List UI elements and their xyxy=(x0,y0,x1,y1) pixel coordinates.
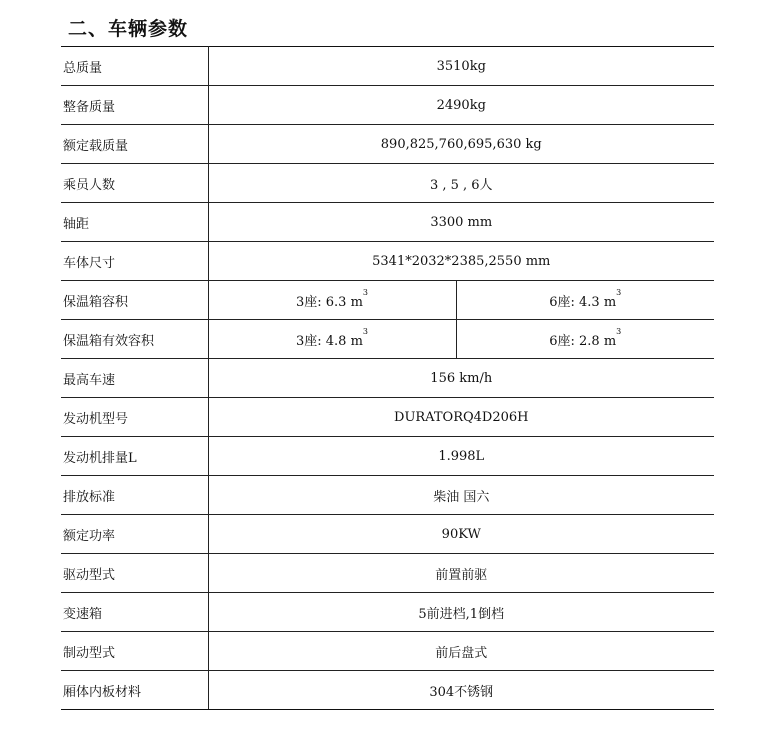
table-row xyxy=(61,593,714,632)
row-label-effective-volume: 保温箱有效容积 xyxy=(61,320,208,359)
table-row xyxy=(61,359,714,398)
row-label-rated-power: 额定功率 xyxy=(61,515,208,554)
table-row xyxy=(61,86,714,125)
row-label-displacement: 发动机排量L xyxy=(61,437,208,476)
section-title: 二、车辆参数 xyxy=(68,18,189,40)
row-value-insulated-volume-3seat: 3座: 6.3 $m^3$ xyxy=(208,281,456,320)
row-value-effective-volume-6seat: 6座: 2.8 $m^3$ xyxy=(456,320,714,359)
table-row xyxy=(61,398,714,437)
table-row xyxy=(61,203,714,242)
row-label-engine-model: 发动机型号 xyxy=(61,398,208,437)
table-row xyxy=(61,320,714,359)
table-row xyxy=(61,125,714,164)
table-row xyxy=(61,164,714,203)
row-label-insulated-volume: 保温箱容积 xyxy=(61,281,208,320)
row-value-displacement: 1.998L xyxy=(208,437,714,476)
row-label-drive-type: 驱动型式 xyxy=(61,554,208,593)
row-value-drive-type: 前置前驱 xyxy=(208,554,714,593)
row-label-emission: 排放标准 xyxy=(61,476,208,515)
table-row xyxy=(61,437,714,476)
row-value-body-size: 5341*2032*2385,2550 mm xyxy=(208,242,714,281)
table-row xyxy=(61,476,714,515)
row-value-brake-type: 前后盘式 xyxy=(208,632,714,671)
row-value-effective-volume-3seat: 3座: 4.8 $m^3$ xyxy=(208,320,456,359)
table-row xyxy=(61,242,714,281)
row-label-total-mass: 总质量 xyxy=(61,47,208,86)
row-value-occupants: 3 , 5 , 6人 xyxy=(208,164,714,203)
table-row xyxy=(61,47,714,86)
row-value-rated-load: 890,825,760,695,630 kg xyxy=(208,125,714,164)
row-label-rated-load: 额定载质量 xyxy=(61,125,208,164)
row-value-inner-material: 304不锈钢 xyxy=(208,671,714,710)
table-row xyxy=(61,281,714,320)
row-value-insulated-volume-6seat: 6座: 4.3 $m^3$ xyxy=(456,281,714,320)
row-label-gearbox: 变速箱 xyxy=(61,593,208,632)
row-label-body-size: 车体尺寸 xyxy=(61,242,208,281)
row-label-top-speed: 最高车速 xyxy=(61,359,208,398)
vehicle-spec-table xyxy=(61,46,714,710)
row-value-gearbox: 5前进档,1倒档 xyxy=(208,593,714,632)
row-value-wheelbase: 3300 mm xyxy=(208,203,714,242)
row-label-curb-mass: 整备质量 xyxy=(61,86,208,125)
table-row xyxy=(61,632,714,671)
row-value-rated-power: 90KW xyxy=(208,515,714,554)
row-label-inner-material: 厢体内板材料 xyxy=(61,671,208,710)
row-value-engine-model: DURATORQ4D206H xyxy=(208,398,714,437)
row-value-top-speed: 156 km/h xyxy=(208,359,714,398)
table-row xyxy=(61,515,714,554)
row-value-curb-mass: 2490kg xyxy=(208,86,714,125)
table-row xyxy=(61,671,714,710)
table-row xyxy=(61,554,714,593)
row-label-brake-type: 制动型式 xyxy=(61,632,208,671)
row-value-emission: 柴油 国六 xyxy=(208,476,714,515)
row-value-total-mass: 3510kg xyxy=(208,47,714,86)
row-label-occupants: 乘员人数 xyxy=(61,164,208,203)
row-label-wheelbase: 轴距 xyxy=(61,203,208,242)
